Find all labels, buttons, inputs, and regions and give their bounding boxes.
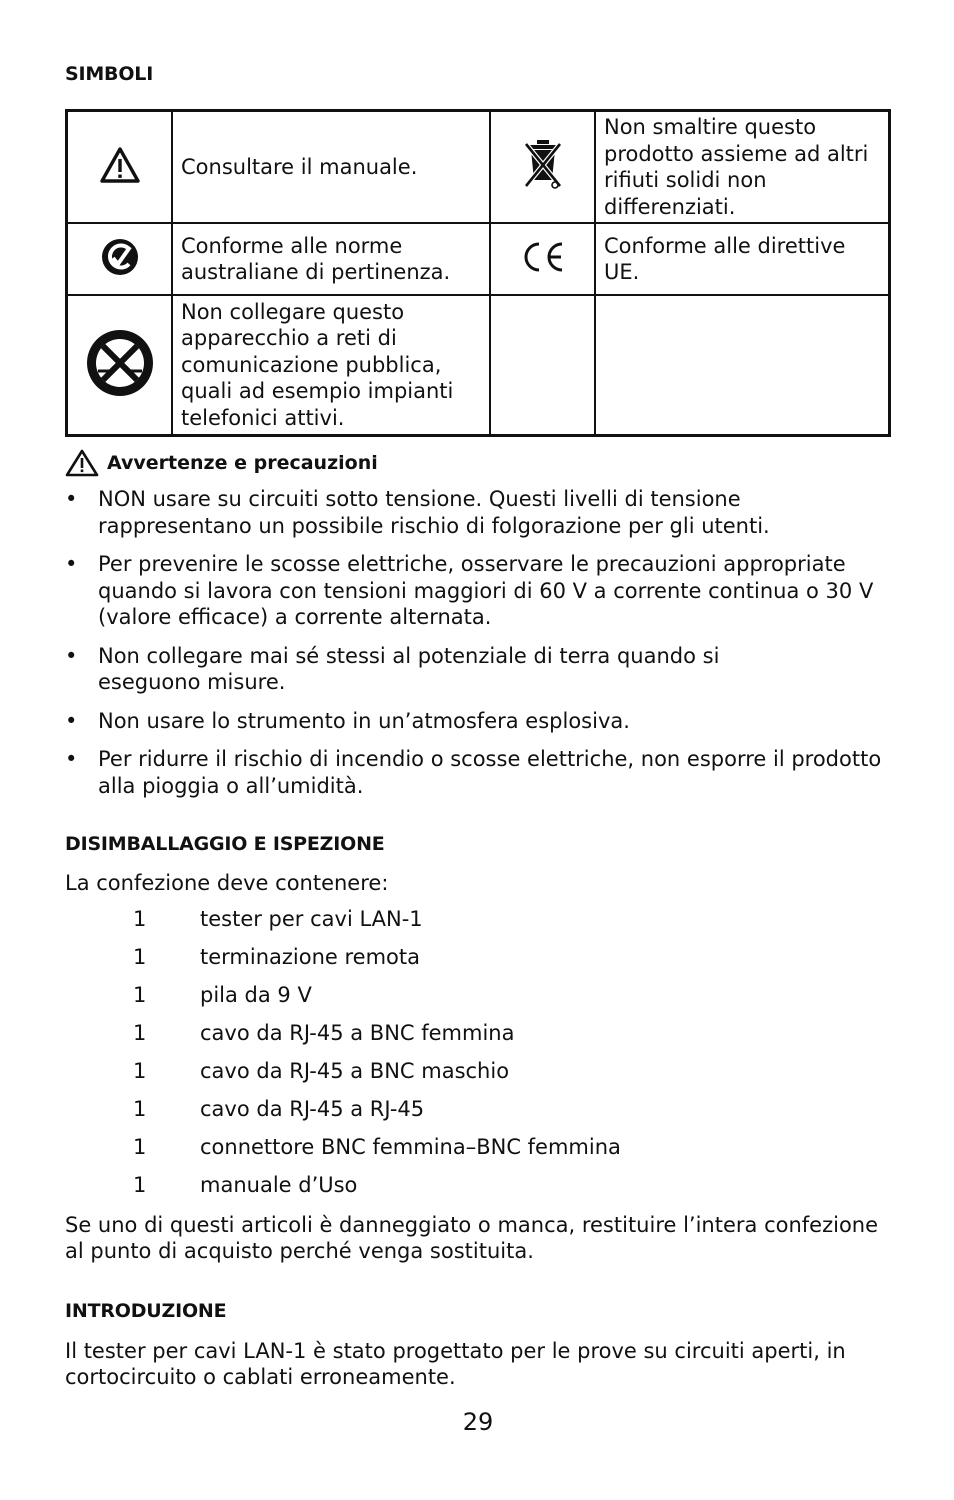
symbol-description: Non collegare questo apparecchio a reti di comunicazione pubblica, quali ad esempio impianti telefonici attivi. [172, 295, 490, 436]
item-description: pila da 9 V [200, 983, 312, 1007]
warnings-heading [65, 449, 378, 477]
item-description: cavo da RJ-45 a BNC femmina [200, 1021, 515, 1045]
item-description: manuale d’Uso [200, 1173, 358, 1197]
symbol-cell [67, 111, 173, 224]
item-description: connettore BNC femmina–BNC femmina [200, 1135, 621, 1159]
symbols-row [67, 295, 890, 436]
warning-text: Per prevenire le scosse elettriche, osservare le precauzioni appropriate quando si lavora con tensioni maggiori di 60 V a corrente continua o 30 V (valore efficace) a corrente alternata. [98, 552, 874, 629]
symbol-description: Conforme alle norme australiane di pertinenza. [172, 223, 490, 295]
symbol-cell [67, 295, 173, 436]
list-item: • Per prevenire le scosse elettriche, osservare le precauzioni appropriate quando si lavora con tensioni maggiori di 60 V a corrente continua o 30 V (valore efficace) a corrente alternata. [65, 552, 874, 629]
warning-triangle-icon [99, 146, 141, 184]
item-quantity: 1 [133, 983, 147, 1007]
list-item: • Non collegare mai sé stessi al potenziale di terra quando si eseguono misure. [65, 643, 720, 694]
item-quantity: 1 [133, 1021, 147, 1045]
item-quantity: 1 [133, 1097, 147, 1121]
symbol-cell [490, 223, 595, 295]
symbol-cell [490, 111, 595, 224]
symbol-description: Consultare il manuale. [172, 111, 490, 224]
ce-mark-icon [518, 240, 568, 274]
item-description: tester per cavi LAN-1 [200, 907, 423, 931]
c-tick-mark-icon [100, 237, 140, 277]
warning-text: Per ridurre il rischio di incendio o scosse elettriche, non esporre il prodotto alla pioggia o all’umidità. [98, 747, 882, 798]
item-quantity: 1 [133, 945, 147, 969]
warning-text: Non usare lo strumento in un’atmosfera esplosiva. [98, 708, 630, 733]
symbols-row [67, 111, 890, 224]
warnings-list [65, 486, 891, 799]
item-description: cavo da RJ-45 a BNC maschio [200, 1059, 510, 1083]
symbol-description: Non smaltire questo prodotto assieme ad altri rifiuti solidi non differenziati. [595, 111, 890, 224]
weee-crossed-bin-icon [523, 138, 563, 192]
unpacking-note: Se uno di questi articoli è danneggiato o manca, restituire l’intera confezione al punto di acquisto perché venga sostituita. [65, 1213, 879, 1263]
symbol-description: Conforme alle direttive UE. [595, 223, 890, 295]
unpacking-heading: DISIMBALLAGGIO E ISPEZIONE [65, 833, 385, 855]
no-telecom-connection-icon [84, 327, 156, 399]
item-quantity: 1 [133, 1173, 147, 1197]
unpacking-intro: La confezione deve contenere: [65, 871, 389, 895]
empty-description-cell [595, 295, 890, 436]
warnings-heading-text: Avvertenze e precauzioni [107, 452, 378, 474]
page-number: 29 [462, 1408, 494, 1436]
list-item: • Per ridurre il rischio di incendio o scosse elettriche, non esporre il prodotto alla pioggia o all’umidità. [65, 747, 882, 798]
warning-text: Non collegare mai sé stessi al potenziale di terra quando si eseguono misure. [98, 643, 720, 694]
item-description: cavo da RJ-45 a RJ-45 [200, 1097, 425, 1121]
introduction-heading: INTRODUZIONE [65, 1300, 227, 1322]
list-item: • NON usare su circuiti sotto tensione. Questi livelli di tensione rappresentano un possibile rischio di folgorazione per gli utenti. [65, 487, 770, 538]
list-item: • Non usare lo strumento in un’atmosfera esplosiva. [65, 708, 630, 733]
symbols-row [67, 223, 890, 295]
item-quantity: 1 [133, 907, 147, 931]
item-quantity: 1 [133, 1135, 147, 1159]
symbols-heading: SIMBOLI [65, 63, 154, 85]
introduction-text: Il tester per cavi LAN-1 è stato progettato per le prove su circuiti aperti, in cortocircuito o cablati erroneamente. [65, 1339, 846, 1389]
item-quantity: 1 [133, 1059, 147, 1083]
symbol-cell [67, 223, 173, 295]
symbols-table [65, 109, 891, 437]
warning-triangle-icon [65, 449, 99, 477]
warning-text: NON usare su circuiti sotto tensione. Questi livelli di tensione rappresentano un possibile rischio di folgorazione per gli utenti. [98, 487, 770, 538]
empty-symbol-cell [490, 295, 595, 436]
item-description: terminazione remota [200, 945, 420, 969]
